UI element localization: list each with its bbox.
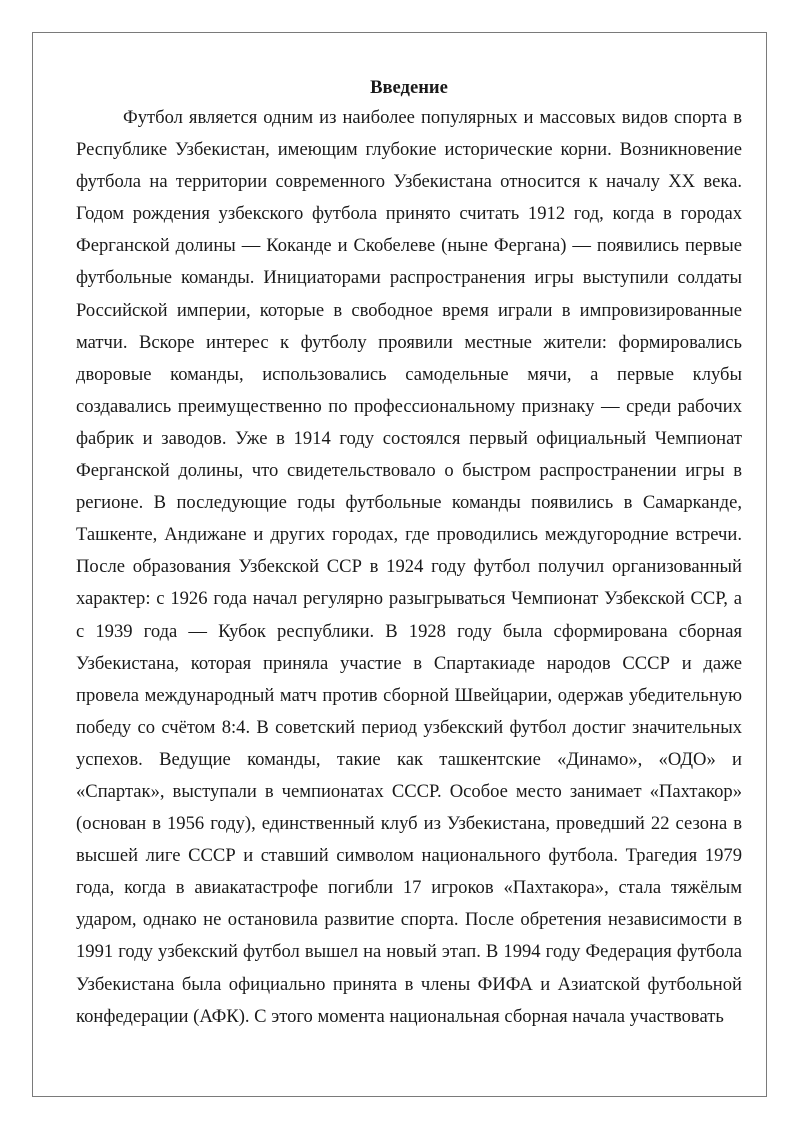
document-body: [76, 74, 742, 1033]
body-paragraph: Футбол является одним из наиболее популярных и массовых видов спорта в Республике Узбекистан, имеющим глубокие исторические корни. Возникновение футбола на территории современного Узбекистана относится к началу XX века. Годом рождения узбекского футбола принято считать 1912 год, когда в городах Ферганской долины — Коканде и Скобелеве (ныне Фергана) — появились первые футбольные команды. Инициаторами распространения игры выступили солдаты Российской империи, которые в свободное время играли в импровизированные матчи. Вскоре интерес к футболу проявили местные жители: формировались дворовые команды, использовались самодельные мячи, а первые клубы создавались преимущественно по профессиональному признаку — среди рабочих фабрик и заводов. Уже в 1914 году состоялся первый официальный Чемпионат Ферганской долины, что свидетельствовало о быстром распространении игры в регионе. В последующие годы футбольные команды появились в Самарканде, Ташкенте, Андижане и других городах, где проводились междугородние встречи. После образования Узбекской ССР в 1924 году футбол получил организованный характер: с 1926 года начал регулярно разыгрываться Чемпионат Узбекской ССР, а с 1939 года — Кубок республики. В 1928 году была сформирована сборная Узбекистана, которая приняла участие в Спартакиаде народов СССР и даже провела международный матч против сборной Швейцарии, одержав убедительную победу со счётом 8:4. В советский период узбекский футбол достиг значительных успехов. Ведущие команды, такие как ташкентские «Динамо», «ОДО» и «Спартак», выступали в чемпионатах СССР. Особое место занимает «Пахтакор» (основан в 1956 году), единственный клуб из Узбекистана, проведший 22 сезона в высшей лиге СССР и ставший символом национального футбола. Трагедия 1979 года, когда в авиакатастрофе погибли 17 игроков «Пахтакора», стала тяжёлым ударом, однако не остановила развитие спорта. После обретения независимости в 1991 году узбекский футбол вышел на новый этап. В 1994 году Федерация футбола Узбекистана была официально принята в члены ФИФА и Азиатской футбольной конфедерации (АФК). С этого момента национальная сборная начала участвовать: [76, 107, 742, 1027]
document-heading: Введение: [370, 77, 448, 98]
